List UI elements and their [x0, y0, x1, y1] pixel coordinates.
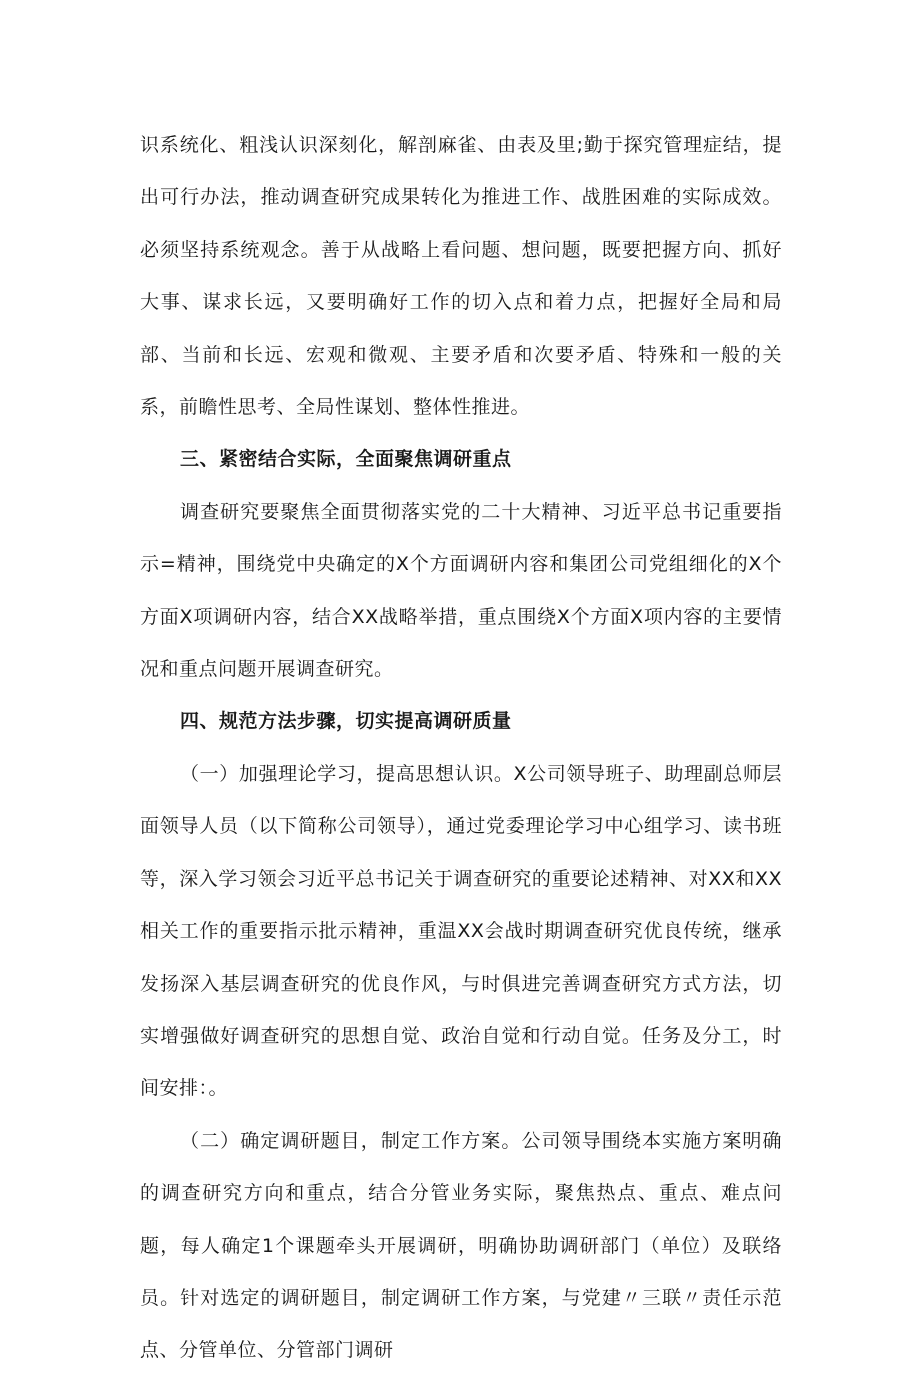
paragraph-continuation: 识系统化、粗浅认识深刻化，解剖麻雀、由表及里;勤于探究管理症结，提出可行办法，推动调查研究成果转化为推进工作、战胜困难的实际成效。必须坚持系统观念。善于从战略上看问题、想问题，既要把握方向、抓好大事、谋求长远，又要明确好工作的切入点和着力点，把握好全局和局部、当前和长远、宏观和微观、主要矛盾和次要矛盾、特殊和一般的关系，前瞻性思考、全局性谋划、整体性推进。 — [140, 134, 782, 419]
paragraph-research-focus: 调查研究要聚焦全面贯彻落实党的二十大精神、习近平总书记重要指示=精神，围绕党中央确定的X个方面调研内容和集团公司党组细化的X个方面X项调研内容，结合XX战略举措，重点围绕X个方面X项内容的主要情况和重点问题开展调查研究。 — [140, 500, 782, 681]
section-heading-4: 四、规范方法步骤，切实提高调研质量 — [180, 710, 512, 733]
paragraph-theory-study: （一）加强理论学习，提高思想认识。X公司领导班子、助理副总师层面领导人员（以下简称公司领导），通过党委理论学习中心组学习、读书班等，深入学习领会习近平总书记关于调查研究的重要论述精神、对XX和XX相关工作的重要指示批示精神，重温XX会战时期调查研究优良传统，继承发扬深入基层调查研究的优良作风，与时俱进完善调查研究方式方法，切实增强做好调查研究的思想自觉、政治自觉和行动自觉。任务及分工，时间安排：。 — [140, 762, 782, 1100]
paragraph-research-topic: （二）确定调研题目，制定工作方案。公司领导围绕本实施方案明确的调查研究方向和重点，结合分管业务实际，聚焦热点、重点、难点问题，每人确定1个课题牵头开展调研，明确协助调研部门（单位）及联络员。针对选定的调研题目，制定调研工作方案，与党建〃三联〃责任示范点、分管单位、分管部门调研 — [140, 1129, 782, 1362]
section-heading-3: 三、紧密结合实际，全面聚焦调研重点 — [180, 448, 512, 471]
